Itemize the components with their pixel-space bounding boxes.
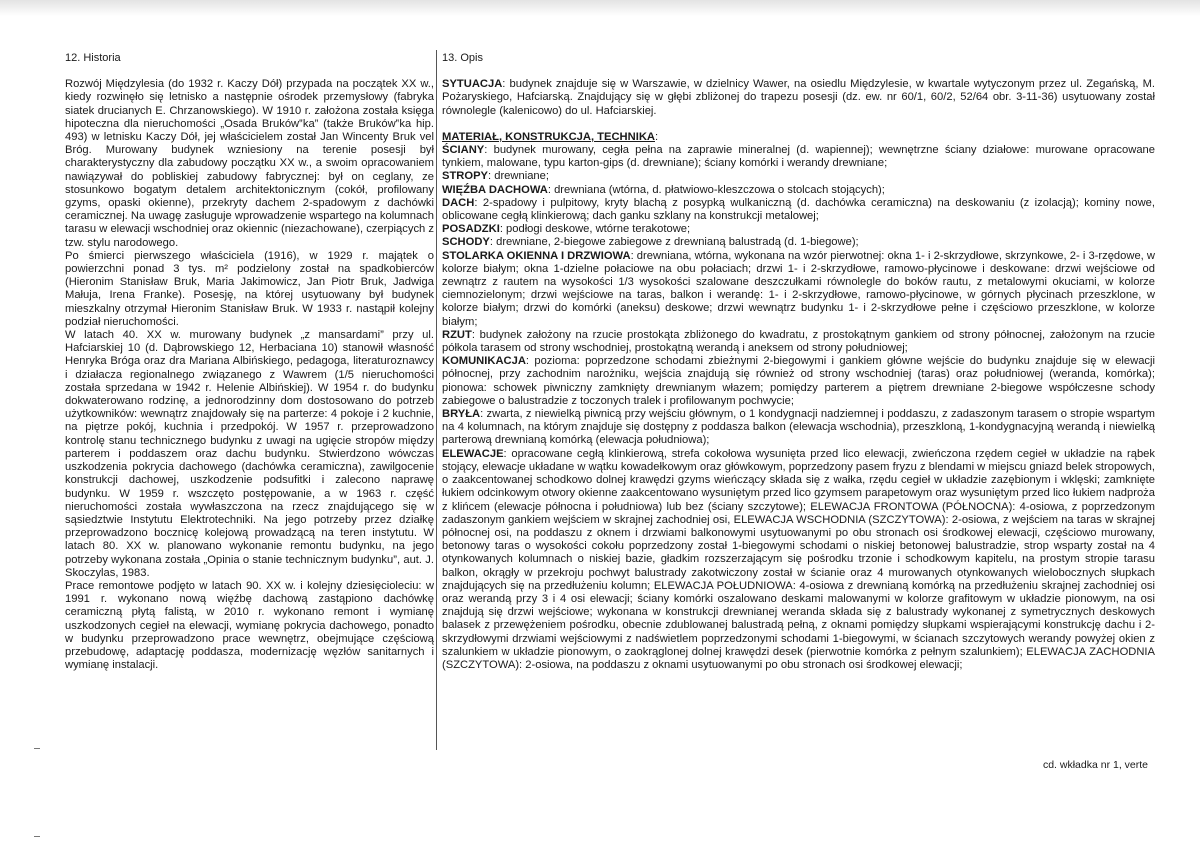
construction-item-label: BRYŁA: [442, 408, 481, 421]
construction-item: [442, 170, 1155, 183]
construction-item: [442, 448, 1155, 672]
construction-item-label: ŚCIANY: [442, 144, 485, 157]
construction-item-text: : budynek założony na rzucie prostokąta zbliżonego do kwadratu, z prostokątnym gankiem od strony północnej, założonym na rzucie półkola tarasem od strony wschodniej, prostokątną werandą i aneksem od strony południowej;: [442, 328, 1155, 355]
column-divider: [436, 50, 437, 750]
construction-item-label: STROPY: [442, 170, 489, 183]
construction-item-text: : pozioma: poprzedzone schodami zbieżnymi 2-biegowymi i gankiem główne wejście do budynku znajduje się w elewacji północnej, przy zachodnim narożniku, wejścia znajdują się również od strony wschodniej (taras) oraz południowej (weranda, komórka); pionowa: schowek piwniczny zamknięty drewnianym włazem; pomiędzy parterem a piętrem drewniane 2-biegowe współczesne schody zabiegowe o balustradzie z toczonych tralek i profilowanym pochwycie;: [442, 355, 1155, 407]
description-column: [442, 52, 1155, 672]
scan-margin-mark: [34, 836, 40, 837]
construction-item: [442, 355, 1155, 408]
construction-item: [442, 184, 1155, 197]
section-title-text: MATERIAŁ, KONSTRUKCJA, TECHNIKA: [442, 130, 655, 143]
history-column: [65, 52, 434, 672]
situation-paragraph: [442, 78, 1155, 118]
construction-item-label: KOMUNIKACJA: [442, 355, 526, 368]
section-title-suffix: :: [654, 130, 659, 143]
construction-item-label: RZUT: [442, 328, 472, 341]
construction-item: [442, 408, 1155, 448]
construction-item-text: : opracowane cegłą klinkierową, strefa cokołowa wysunięta przed lico elewacji, zwieńczona rzędem cegieł w układzie na rąbek stojący, elewacje układane w wątku kowadełkowym oraz główkowym, poprzedzony pasem fryzu z blendami w miejscu gniazd belek stropowych, o zaakcentowanej schodkowo dolnej krawędzi gzyms wieńczący składa się z wałka, rzędu cegieł w układzie zazębionym i wklęski; zamknięte łukiem odcinkowym otwory okienne zaakcentowano wysuniętym przed lico gzymsem parapetowym oraz wysuniętym przed lico łukiem nadproża z klińcem (elewacje północna i południowa) lub bez (ściany szczytowe); ELEWACJA FRONTOWA (PÓŁNOCNA): 4-osiowa, z poprzedzonym zadaszonym gankiem wejściem w skrajnej zachodniej osi, ELEWACJA WSCHODNIA (SZCZYTOWA): 2-osiowa, z wejściem na taras w skrajnej północnej osi, na poddaszu z oknem i drzwiami balkonowymi usytuowanymi po obu stronach osi środkowej elewacji, częściowo murowany, betonowy taras o wysokości cokołu poprzedzony został 1-biegowymi schodami o niskiej betonowej balustradzie, strop wsparty został na 4 otynkowanych kolumnach o niskiej bazie, gładkim rozszerzającym się pośrodku trzonie i schodkowym kapitelu, na prostym stropie tarasu balkon, okrągły w przekroju pochwyt balustrady zakotwiczony został w ścianie oraz 4 murowanych otynkowanych wielobocznych słupkach znajdujących się na przedłużeniu kolumn; ELEWACJA POŁUDNIOWA: 4-osiowa z drewnianą komórką na przedłużeniu skrajnej zachodniej osi oraz werandą przy 3 i 4 osi elewacji; ściany komórki oszalowano deskami malowanymi w kolorze grafitowym w układzie pionowym, na osi znajdują się drzwi wejściowe; wykonana w konstrukcji drewnianej weranda składa się z balustrady wykonanej z symetrycznych deskowych balasek z przewężeniem pośrodku, obecnie zdublowanej balustradą pełną, z oknami pomiędzy słupkami wspierającymi konstrukcję dachu i 2-skrzydłowymi drzwiami wejściowymi z nadświetlem poprzedzonymi schodami 1-biegowymi, w ścianach szczytowych werandy powyżej okien z szalunkiem w układzie pionowym, o zaokrąglonej dolnej krawędzi desek (pierwotnie komórka z pełnym szalunkiem); ELEWACJA ZACHODNIA (SZCZYTOWA): 2-osiowa, na poddaszu z oknami usytuowanymi po obu stronach osi środkowej elewacji;: [442, 447, 1156, 671]
construction-item-label: ELEWACJE: [442, 447, 504, 460]
construction-item-text: : zwarta, z niewielką piwnicą przy wejściu głównym, o 1 kondygnacji nadziemnej i poddaszu, z zadaszonym tarasem o stropie wspartym na 4 kolumnach, na którym znajduje się dostępny z poddasza balkon (elewacja wschodnia), przeszkloną, 1-kondygnacyjną werandą i niewielką parterową drewnianą komórką (elewacja południowa);: [442, 408, 1155, 447]
situation-text: : budynek znajduje się w Warszawie, w dzielnicy Wawer, na osiedlu Międzylesie, w kwartale wytyczonym przez ul. Zegańską, M. Pożaryskiego, Hafciarską. Znajdujący się w głębi zbliżonej do trapezu posesji (dz. ew. nr 60/1, 60/2, 52/64 obr. 3-11-36) usytuowany został równolegle (kalenicowo) do ul. Hafciarskiej.: [442, 78, 1155, 117]
history-paragraph: Prace remontowe podjęto w latach 90. XX w. i kolejny dziesięcioleciu: w 1991 r. wykonano nową więźbę dachową zastąpiono dachówkę ceramiczną płytą falistą, w 2010 r. wykonano remont i wymianę uszkodzonych cegieł na elewacji, wymianę pokrycia dachowego, ponadto w budynku przeprowadzono prace wewnętrz, obejmujące częściową przebudowę, adaptację poddasza, modernizację węzłów sanitarnych i wymianę instalacji.: [65, 579, 434, 672]
construction-item: [442, 223, 1155, 236]
history-paragraph: W latach 40. XX w. murowany budynek „z mansardami” przy ul. Hafciarskiej 10 (d. Dąbrowskiego 12, Herbaciana 10) stanowił własność Henryka Bróga oraz dra Mariana Albińskiego, pedagoga, literaturoznawcy i działacza regionalnego związanego z Wawrem (1/5 nieruchomości została sprzedana w 1942 r. Helenie Albińskiej). W 1954 r. do budynku dokwaterowano rodzinę, a jednorodzinny dom dostosowano do potrzeb użytkowników: wewnątrz znajdowały się na parterze: 4 pokoje i 2 kuchnie, na piętrze pokój, kuchnia i przedpokój. W 1957 r. przeprowadzono kontrolę stanu technicznego budynku z uwagi na ugięcie stropów między parterem i poddaszem oraz dachu budynku. Stwierdzono wówczas uszkodzenia pokrycia dachowego (dachówka ceramiczna), zawilgocenie konstrukcji dachowej, uszkodzenie podsufitki i zalecono naprawę budynku. W 1959 r. wszczęto postępowanie, a w 1963 r. część nieruchomości została wywłaszczona na rzecz znajdującego się w sąsiedztwie Instytutu Elektrotechniki. Na jego potrzeby przez działkę przeprowadzono bocznicę kolejową prowadzącą na teren instytutu. W latach 80. XX w. planowano wykonanie remontu budynku, na jego potrzeby wykonana została „Opinia o stanie technicznym budynku”, aut. J. Skoczylas, 1983.: [65, 329, 434, 579]
construction-item-label: DACH: [442, 196, 475, 209]
construction-item-text: : drewniane, 2-biegowe zabiegowe z drewnianą balustradą (d. 1-biegowe);: [489, 236, 859, 249]
construction-item: [442, 197, 1155, 223]
construction-item: [442, 144, 1155, 170]
construction-item-text: : drewniana (wtórna, d. płatwiowo-kleszczowa o stolcach stojących);: [547, 183, 885, 196]
description-header: 13. Opis: [442, 52, 483, 64]
construction-item-text: : podłogi deskowe, wtórne terakotowe;: [499, 223, 691, 236]
scan-margin-mark: [34, 748, 40, 749]
construction-item: [442, 329, 1155, 355]
construction-item: [442, 236, 1155, 249]
construction-items: [442, 144, 1155, 672]
history-paragraph: Rozwój Międzylesia (do 1932 r. Kaczy Dół) przypada na początek XX w., kiedy rozwinęło się letnisko a następnie ośrodek przemysłowy (fabryka siatek drucianych E. Chrzanowskiego). W 1910 r. założona została księga hipoteczna dla nieruchomości „Osada Bruków‟ka” (także Bruków‟ka hip. 493) w letnisku Kaczy Dół, jej właścicielem został Jan Wincenty Bruk vel Bróg. Murowany budynek wzniesiony na terenie posesji był charakterystyczny dla zabudowy początku XX w., a swoim opracowaniem nawiązywał do pobliskiej zabudowy fabrycznej: był on ceglany, ze stosunkowo bogatym detalem architektonicznym (cokół, profilowany gzyms, opaski okienne), przekryty dachem 2-spadowym z dachówki ceramicznej. Na uwagę zasługuje wprowadzenie wspartego na kolumnach tarasu w elewacji wschodniej oraz okiennic (niezachowane), czerpiących z tzw. stylu narodowego.: [65, 78, 434, 249]
construction-item-text: : 2-spadowy i pulpitowy, kryty blachą z posypką wulkaniczną (d. dachówka ceramiczna) na deskowaniu (z izolacją); kominy nowe, oblicowane cegłą klinkierową; dach ganku szklany na konstrukcji metalowej;: [442, 196, 1155, 223]
construction-item-label: SCHODY: [442, 236, 490, 249]
construction-item-text: : drewniane;: [488, 170, 549, 183]
construction-item-text: : budynek murowany, cegła pełna na zaprawie mineralnej (d. wapiennej); wewnętrzne ściany działowe: murowane opracowane tynkiem, malowane, typu karton-gips (d. drewniane); ściany komórki i werandy drewniane;: [442, 144, 1155, 170]
construction-item: [442, 250, 1155, 329]
construction-item-label: WIĘŹBA DACHOWA: [442, 183, 548, 196]
history-header: 12. Historia: [65, 52, 121, 64]
history-paragraph: Po śmierci pierwszego właściciela (1916), w 1929 r. majątek o powierzchni ponad 3 tys. m² podzielony został na spadkobierców (Hieronim Stanisław Bruk, Maria Jakimowicz, Jan Piotr Bruk, Jadwiga Małuja, Irena Franke). Posesję, na której usytuowany był budynek mieszkalny otrzymał Hieronim Stanisław Bruk. W 1933 r. nastąpił kolejny podział nieruchomości.: [65, 249, 434, 328]
continuation-note: cd. wkładka nr 1, verte: [1042, 759, 1148, 771]
construction-item-label: STOLARKA OKIENNA I DRZWIOWA: [442, 249, 631, 262]
section-title: [442, 131, 1155, 144]
construction-item-text: : drewniana, wtórna, wykonana na wzór pierwotnej: okna 1- i 2-skrzydłowe, skrzynkowe, 2- i 3-rzędowe, w kolorze białym; okna 1-dzielne połaciowe na obu połaciach; drzwi 1- i 2-skrzydłowe, ramowo-płycinowe i deskowane: drzwi wejściowe od zewnątrz z rautem na wysokości 1/3 wysokości szalowane deszczułkami równolegle do boków rautu, z metalowymi okuciami, w kolorze ciemnozielonym; drzwi wejściowe na taras, balkon i werandę: 1- i 2-skrzydłowe, ramowo-płycinowe, w górnych płycinach przeszklone, w kolorze białym; drzwi do komórki (aneksu) deskowe; drzwi wewnątrz budynku 1- i 2-skrzydłowe pełne i częściowo przeszklone, w kolorze białym;: [442, 249, 1155, 328]
construction-item-label: POSADZKI: [442, 223, 500, 236]
situation-label: SYTUACJA: [442, 78, 503, 91]
scan-top-edge: [0, 0, 1200, 16]
